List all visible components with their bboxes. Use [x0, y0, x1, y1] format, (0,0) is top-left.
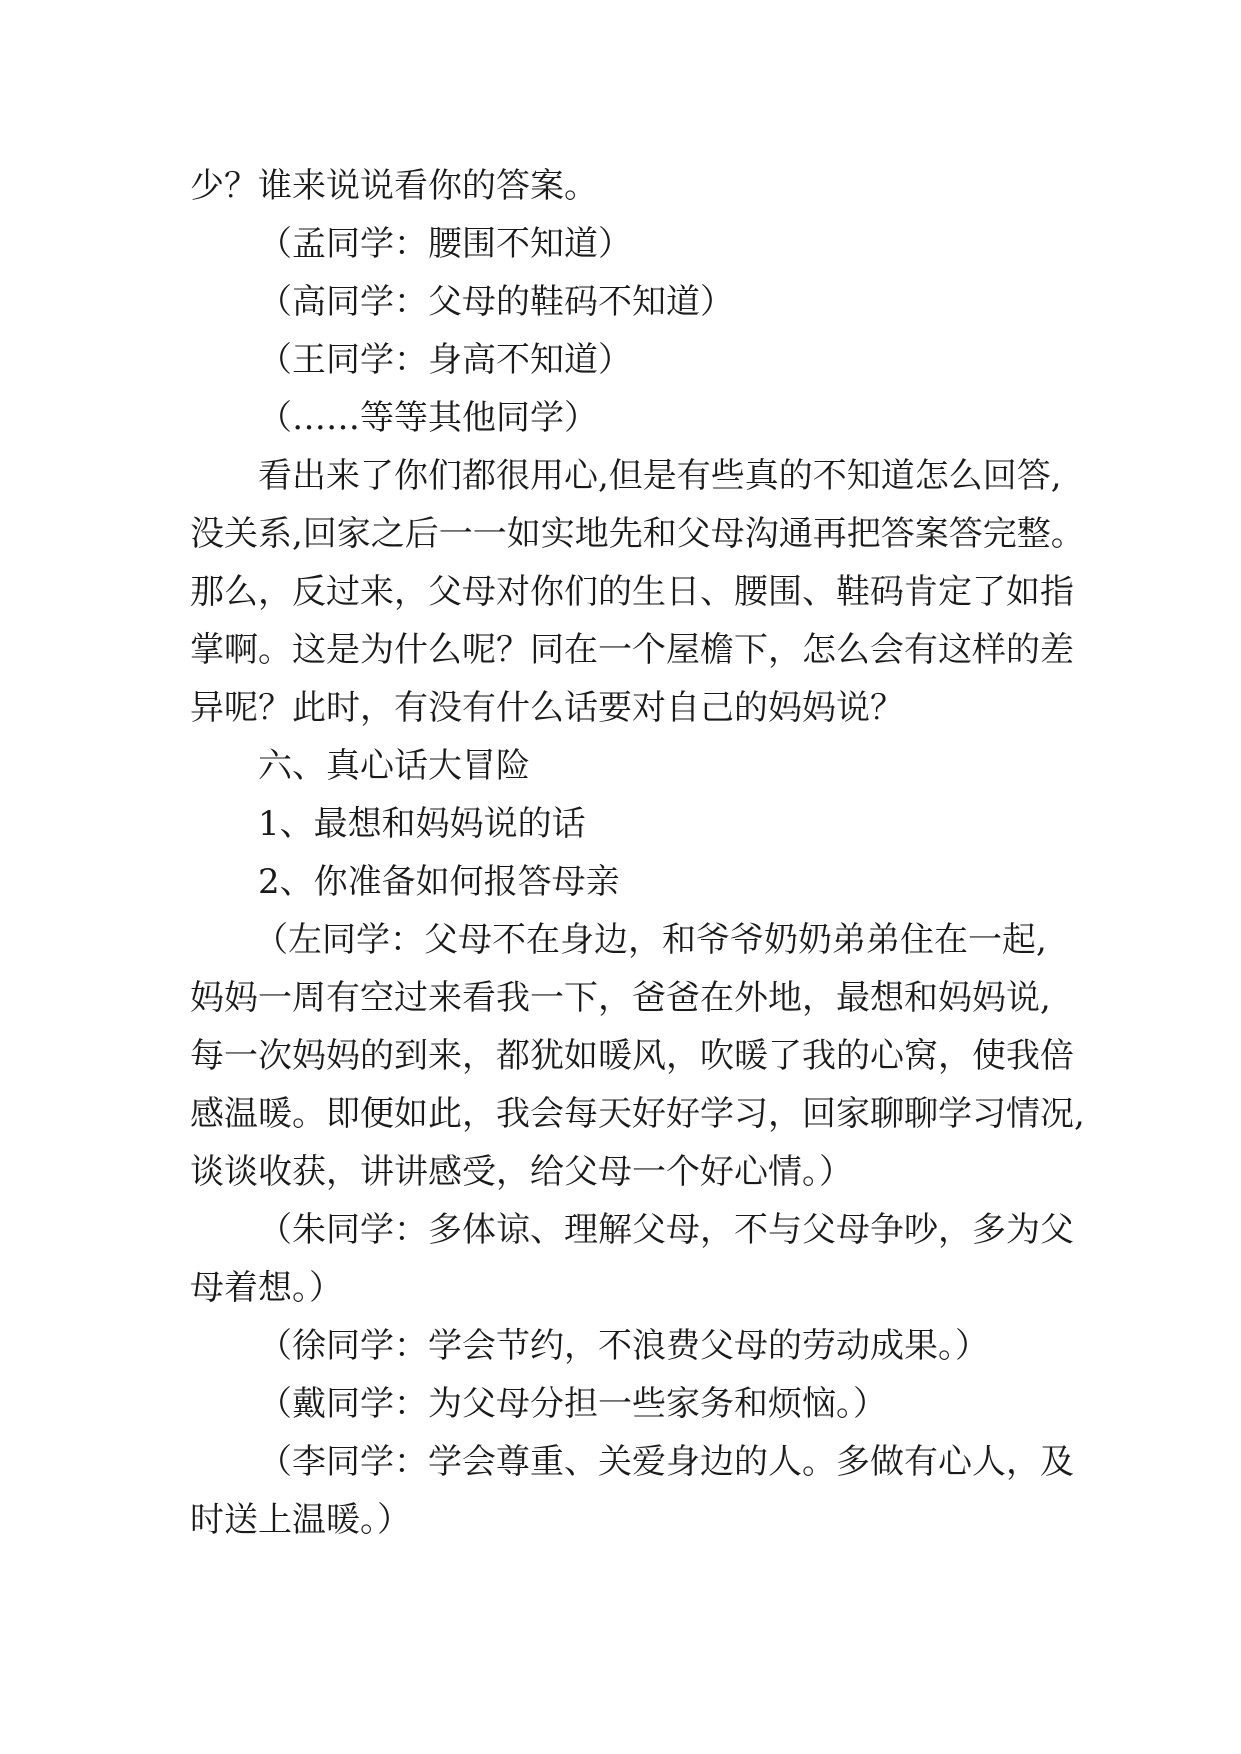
- paragraph-line: 母着想。）: [190, 1268, 343, 1308]
- paragraph-line: 感温暖。即便如此，我会每天好好学习，回家聊聊学习情况,: [190, 1094, 1085, 1134]
- text-line-continuation: 少？谁来说说看你的答案。: [190, 166, 598, 206]
- paragraph-line: 掌啊。这是为什么呢？同在一个屋檐下，怎么会有这样的差: [190, 630, 1074, 670]
- paragraph-line: 每一次妈妈的到来，都犹如暖风，吹暖了我的心窝，使我倍: [190, 1036, 1074, 1076]
- document-page: [190, 157, 1085, 1549]
- section-heading: 六、真心话大冒险: [258, 746, 530, 786]
- paragraph-line: （李同学：学会尊重、关爱身边的人。多做有心人，及: [258, 1442, 1074, 1482]
- paragraph-line: 那么，反过来，父母对你们的生日、腰围、鞋码肯定了如指: [190, 572, 1074, 612]
- paragraph-line: 谈谈收获，讲讲感受，给父母一个好心情。）: [190, 1152, 853, 1192]
- text-line-other-students: （……等等其他同学）: [258, 398, 598, 438]
- paragraph-line: （徐同学：学会节约，不浪费父母的劳动成果。）: [258, 1326, 989, 1366]
- paragraph-line: 看出来了你们都很用心,但是有些真的不知道怎么回答,: [258, 456, 1062, 496]
- text-line-student-wang: （王同学：身高不知道）: [258, 340, 632, 380]
- paragraph-line: （戴同学：为父母分担一些家务和烦恼。）: [258, 1384, 887, 1424]
- paragraph-line: 异呢？此时，有没有什么话要对自己的妈妈说？: [190, 688, 904, 728]
- paragraph-line: （朱同学：多体谅、理解父母，不与父母争吵，多为父: [258, 1210, 1074, 1250]
- paragraph-line: （左同学：父母不在身边，和爷爷奶奶弟弟住在一起,: [254, 920, 1047, 960]
- list-item: 1、最想和妈妈说的话: [258, 804, 586, 844]
- paragraph-line: 没关系,回家之后一一如实地先和父母沟通再把答案答完整。: [190, 514, 1085, 554]
- paragraph-line: 时送上温暖。）: [190, 1500, 411, 1540]
- text-line-student-gao: （高同学：父母的鞋码不知道）: [258, 282, 734, 322]
- paragraph-line: 妈妈一周有空过来看我一下，爸爸在外地，最想和妈妈说,: [190, 978, 1051, 1018]
- list-item: 2、你准备如何报答母亲: [258, 862, 620, 902]
- text-line-student-meng: （孟同学：腰围不知道）: [258, 224, 632, 264]
